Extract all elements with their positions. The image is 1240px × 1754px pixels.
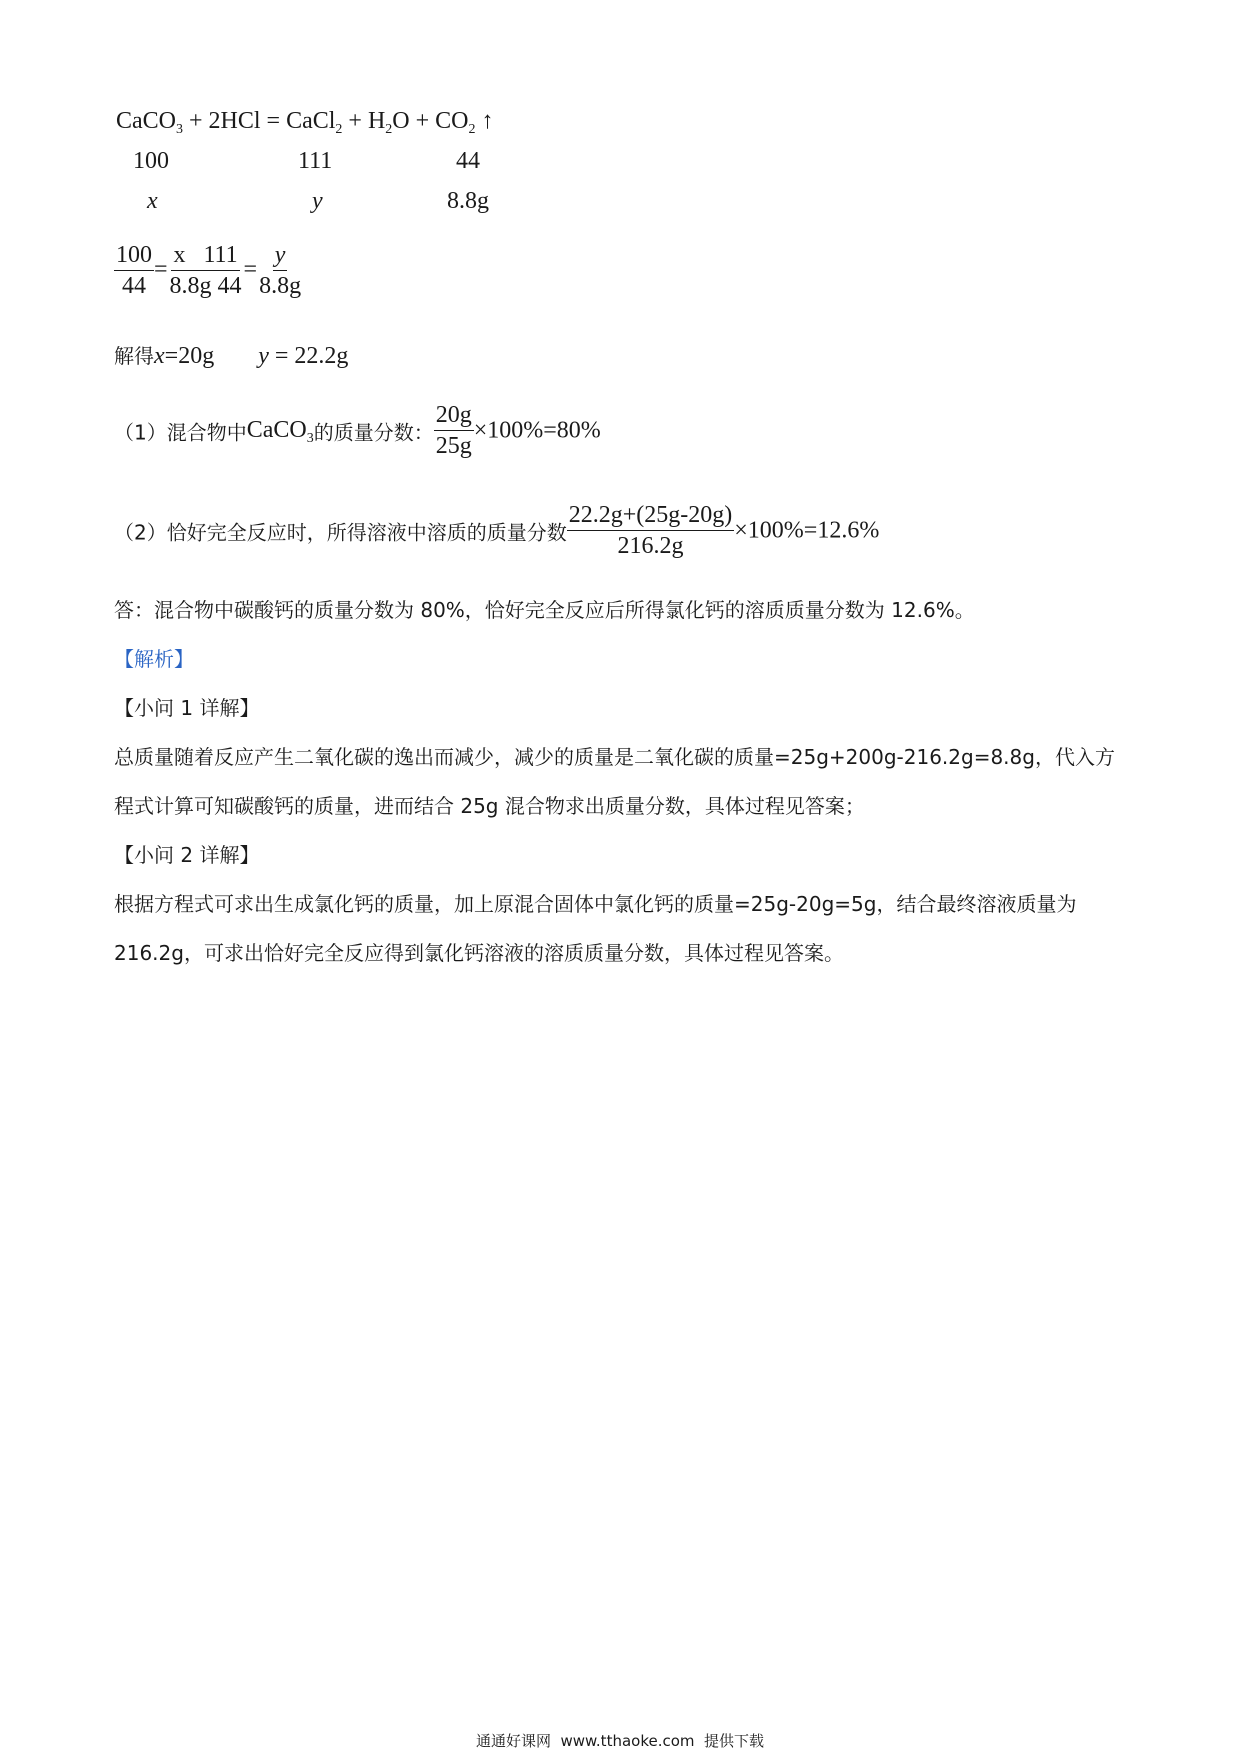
fraction-denominator: 216.2g <box>617 533 684 560</box>
eq-sub: 2 <box>468 122 476 137</box>
proportion <box>114 242 303 300</box>
q1-chem-sub: 3 <box>306 431 314 447</box>
q1-chem <box>246 417 314 447</box>
answer-text: 答：混合物中碳酸钙的质量分数为 80%，恰好完全反应后所得氯化钙的溶质质量分数为 12.6%。 <box>114 598 975 622</box>
equals-sign: = <box>243 256 258 283</box>
solve-x-var: x <box>154 343 165 369</box>
eq-sub: 2 <box>335 122 343 137</box>
gas-arrow: ↑ <box>475 108 494 134</box>
chemical-equation <box>116 108 494 135</box>
unknown-y: y <box>312 188 323 214</box>
fraction-2 <box>168 242 244 300</box>
eq-part: O + CO <box>392 108 469 134</box>
solve-prefix: 解得 <box>114 344 154 368</box>
q1-chem-text: CaCO <box>246 417 307 444</box>
analysis-heading: 【解析】 <box>114 647 194 671</box>
equals-sign: = <box>154 256 168 283</box>
eq-sub: 3 <box>176 122 183 137</box>
sub-question-1-text: 总质量随着反应产生二氧化碳的逸出而减少，减少的质量是二氧化碳的质量=25g+200g-216.2g=8.8g，代入方程式计算可知碳酸钙的质量，进而结合 25g 混合物求出质量分数，具体过程见答案； <box>114 745 1115 818</box>
page-footer: 通通好课网 www.tthaoke.com 提供下载 <box>475 1732 765 1750</box>
molar-mass-cacl2: 111 <box>298 148 333 174</box>
molar-mass-caco3: 100 <box>133 148 169 174</box>
q2-label: （2）恰好完全反应时，所得溶液中溶质的质量分数 <box>114 520 567 545</box>
co2-mass: 8.8g <box>447 188 489 214</box>
fraction-numerator: x 111 <box>171 242 239 271</box>
solve-y-value: = 22.2g <box>268 343 349 369</box>
unknown-x: x <box>147 188 158 214</box>
q1-label: （1）混合物中 <box>114 420 247 445</box>
fraction-1 <box>114 242 154 300</box>
q1-tail: ×100%=80% <box>473 417 601 444</box>
q2-fraction <box>567 502 735 560</box>
sub-question-1-heading: 【小问 1 详解】 <box>114 696 260 720</box>
fraction-denominator: 8.8g <box>259 273 302 300</box>
question-1-result <box>114 402 601 460</box>
solve-y-var: y <box>258 343 269 369</box>
sub-question-2-text: 根据方程式可求出生成氯化钙的质量，加上原混合固体中氯化钙的质量=25g-20g=5g，结合最终溶液质量为 216.2g，可求出恰好完全反应得到氯化钙溶液的溶质质量分数，具体过程见答案。 <box>114 892 1077 965</box>
solve-x-value: =20g <box>164 343 215 369</box>
eq-part: CaCO <box>116 108 176 134</box>
sub-question-2-heading: 【小问 2 详解】 <box>114 843 260 867</box>
fraction-numerator: y <box>273 242 288 271</box>
eq-part: + H <box>342 108 386 134</box>
fraction-denominator: 44 <box>122 273 146 300</box>
q1-fraction <box>434 402 474 460</box>
q2-tail: ×100%=12.6% <box>734 517 880 544</box>
molar-mass-co2: 44 <box>456 148 480 174</box>
fraction-3 <box>257 242 303 300</box>
fraction-denominator: 8.8g 44 <box>169 273 242 300</box>
fraction-numerator: 20g <box>434 402 474 431</box>
fraction-numerator: 100 <box>114 242 154 271</box>
eq-sub: 2 <box>385 122 393 137</box>
fraction-numerator: 22.2g+(25g-20g) <box>567 502 735 531</box>
solve-line <box>114 340 348 370</box>
eq-part: + 2HCl = CaCl <box>183 108 336 134</box>
q1-label-2: 的质量分数： <box>313 420 434 445</box>
question-2-result <box>114 502 879 560</box>
fraction-denominator: 25g <box>435 433 472 460</box>
